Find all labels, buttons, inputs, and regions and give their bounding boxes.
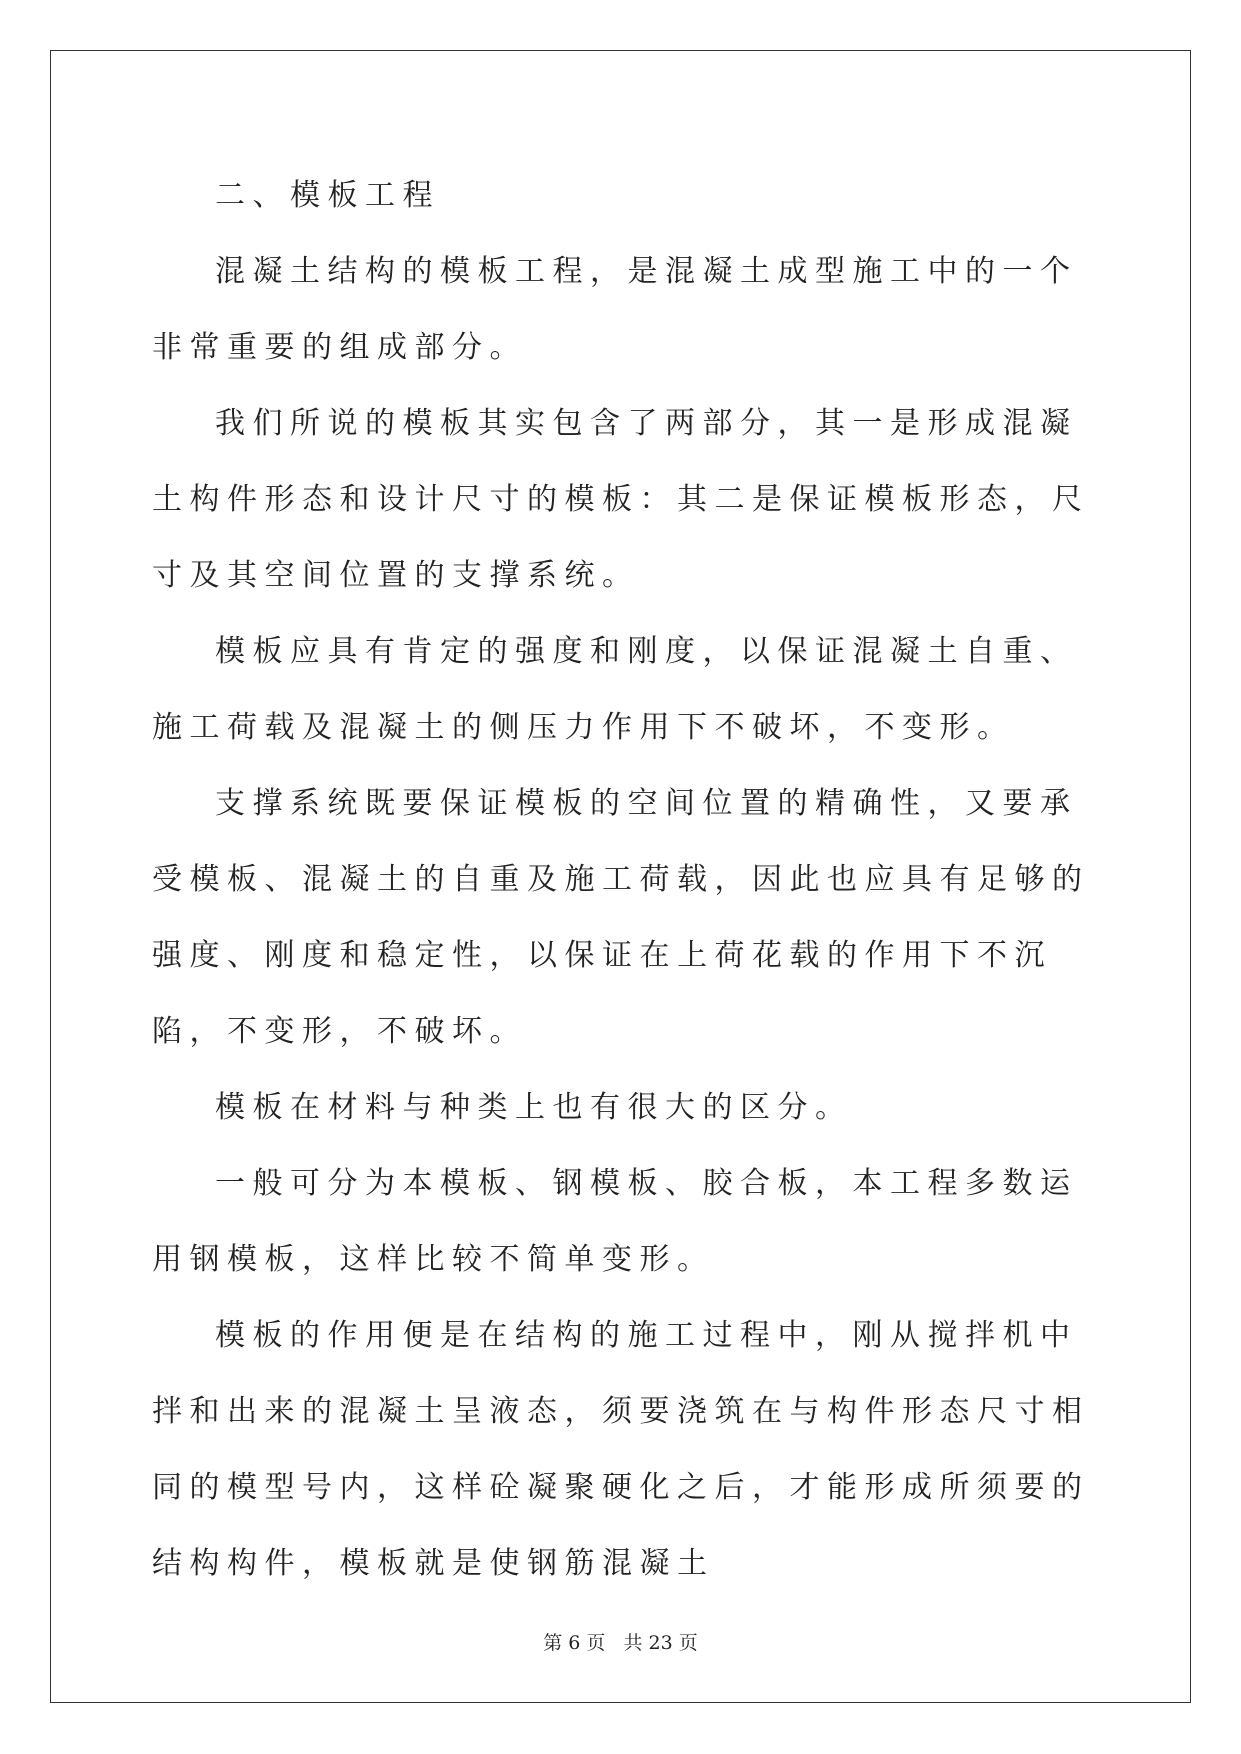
paragraph: 模板的作用便是在结构的施工过程中，刚从搅拌机中拌和出来的混凝土呈液态，须要浇筑在与构件形态尺寸相同的模型号内，这样砼凝聚硬化之后，才能形成所须要的结构构件，模板就是使钢筋混凝土 <box>152 1318 1090 1581</box>
section-heading: 二、模板工程 <box>215 178 440 213</box>
document-body <box>152 158 1092 1602</box>
page-total: 共 23 页 <box>623 1632 698 1654</box>
paragraph: 混凝土结构的模板工程，是混凝土成型施工中的一个非常重要的组成部分。 <box>152 254 1078 365</box>
paragraph: 支撑系统既要保证模板的空间位置的精确性，又要承受模板、混凝土的自重及施工荷载，因此也应具有足够的强度、刚度和稳定性，以保证在上荷花载的作用下不沉陷，不变形，不破坏。 <box>152 786 1090 1049</box>
paragraph: 模板在材料与种类上也有很大的区分。 <box>215 1090 853 1125</box>
page-number: 第 6 页 <box>543 1632 606 1654</box>
page-footer <box>0 1628 1241 1655</box>
paragraph: 我们所说的模板其实包含了两部分，其一是形成混凝土构件形态和设计尺寸的模板：其二是保证模板形态，尺寸及其空间位置的支撑系统。 <box>152 406 1090 593</box>
paragraph: 一般可分为本模板、钢模板、胶合板，本工程多数运用钢模板，这样比较不简单变形。 <box>152 1166 1078 1277</box>
paragraph: 模板应具有肯定的强度和刚度，以保证混凝土自重、施工荷载及混凝土的侧压力作用下不破坏，不变形。 <box>152 634 1078 745</box>
